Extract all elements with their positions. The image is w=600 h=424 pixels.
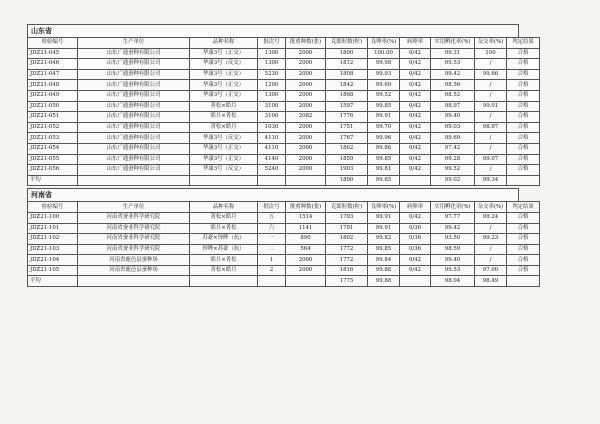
table-cell: JDZ21-052 [28, 122, 78, 133]
table-cell: 99.88 [368, 265, 400, 276]
table-cell: 山东广通蚕种有限公司 [78, 112, 190, 123]
table-cell: 99.42 [431, 223, 475, 234]
table-cell: 1842 [326, 80, 368, 91]
table-cell: 1776 [326, 112, 368, 123]
table-cell: 99.28 [431, 154, 475, 165]
header-cell: 品种名称 [190, 202, 258, 213]
table-cell: 河南省蚕业科学研究院 [78, 234, 190, 245]
average-cell: 98.04 [431, 276, 475, 287]
table-row [28, 48, 540, 59]
table-cell: 98.97 [475, 122, 507, 133]
header-cell: 批次号 [258, 38, 286, 49]
table-cell: 99.69 [368, 80, 400, 91]
table-cell: 河南省鹿邑县蚕种场 [78, 265, 190, 276]
table-cell: 河南省蚕业科学研究院 [78, 223, 190, 234]
table-cell: 0/42 [400, 165, 431, 176]
table-cell: 华康3号（正交） [190, 48, 258, 59]
table-cell: JDZ21-055 [28, 154, 78, 165]
table-cell: 1514 [286, 212, 326, 223]
average-row [28, 276, 540, 287]
table-cell: 合格 [507, 212, 540, 223]
table-cell: 1300 [258, 48, 286, 59]
table-cell: / [475, 244, 507, 255]
table-row [28, 133, 540, 144]
table-cell: 华康3号（正交） [190, 143, 258, 154]
table-cell: JDZ21-049 [28, 90, 78, 101]
table-cell: 1767 [326, 133, 368, 144]
header-cell: 批重种数(张) [286, 202, 326, 213]
average-cell [78, 276, 190, 287]
table-cell: / [475, 133, 507, 144]
average-cell [507, 175, 540, 186]
table-cell: 合格 [507, 112, 540, 123]
table-row [28, 69, 540, 80]
table-cell: / [475, 255, 507, 266]
table-row [28, 154, 540, 165]
average-cell [78, 175, 190, 186]
table-cell: 华康3号（正交） [190, 80, 258, 91]
table-cell: 华康3号（正交） [190, 69, 258, 80]
table-cell: 山东广通蚕种有限公司 [78, 143, 190, 154]
table-cell: 合格 [507, 80, 540, 91]
table-cell: 五 [258, 212, 286, 223]
header-cell: 克郎粒数(粒) [326, 202, 368, 213]
table-cell: JDZ21-045 [28, 48, 78, 59]
table-cell: 98.59 [431, 244, 475, 255]
table-cell: 2000 [286, 59, 326, 70]
header-cell: 杂交率(%) [475, 202, 507, 213]
table-cell: 2000 [286, 154, 326, 165]
table-cell: 2 [258, 265, 286, 276]
table-cell: 0/42 [400, 143, 431, 154]
table-cell: 4110 [258, 133, 286, 144]
average-cell: 98.49 [475, 276, 507, 287]
table-cell: JDZ21-104 [28, 255, 78, 266]
average-cell [258, 276, 286, 287]
table-cell: 皓月×菁松 [190, 223, 258, 234]
table-cell: 1868 [326, 90, 368, 101]
header-cell: 杂交率(%) [475, 38, 507, 49]
table-row [28, 234, 540, 245]
table-cell: 合格 [507, 234, 540, 245]
header-cell: 病卵率 [400, 38, 431, 49]
table-cell: 山东广通蚕种有限公司 [78, 59, 190, 70]
table-cell: 皓月×菁松 [190, 112, 258, 123]
table-cell: 菁松×皓月 [190, 122, 258, 133]
table-cell: 890 [286, 234, 326, 245]
average-cell: 1775 [326, 276, 368, 287]
table-cell: 合格 [507, 244, 540, 255]
table-cell: 3100 [258, 112, 286, 123]
header-cell: 克郎粒数(粒) [326, 38, 368, 49]
table-cell: 99.70 [368, 122, 400, 133]
table-cell: 0/42 [400, 48, 431, 59]
average-cell: 99.02 [431, 175, 475, 186]
header-cell: 病卵率 [400, 202, 431, 213]
table-cell: 99.82 [368, 234, 400, 245]
table-row [28, 165, 540, 176]
table-cell: 99.03 [431, 122, 475, 133]
table-cell: 合格 [507, 223, 540, 234]
table-cell: 99.53 [431, 59, 475, 70]
header-cell: 判定结果 [507, 202, 540, 213]
header-cell: 生产单位 [78, 38, 190, 49]
table-cell: 2000 [286, 165, 326, 176]
header-cell: 品种名称 [190, 38, 258, 49]
header-cell: 良卵率(%) [368, 38, 400, 49]
table-cell: 99.40 [431, 255, 475, 266]
average-label: 平均 [28, 175, 78, 186]
shandong-table [27, 37, 540, 186]
table-cell: JDZ21-100 [28, 212, 78, 223]
table-row [28, 212, 540, 223]
table-cell: 河南省蚕业科学研究院 [78, 244, 190, 255]
table-cell: JDZ21-103 [28, 244, 78, 255]
table-cell: 0/42 [400, 59, 431, 70]
table-cell: JDZ21-046 [28, 59, 78, 70]
table-cell: 二 [258, 244, 286, 255]
table-cell: 一 [258, 234, 286, 245]
table-cell: 99.40 [431, 112, 475, 123]
table-cell: 合格 [507, 255, 540, 266]
table-cell: 1141 [286, 223, 326, 234]
table-cell: JDZ21-053 [28, 133, 78, 144]
table-row [28, 90, 540, 101]
table-cell: 98.56 [431, 80, 475, 91]
table-header-row [28, 202, 540, 213]
table-cell: 0/42 [400, 154, 431, 165]
header-cell: 生产单位 [78, 202, 190, 213]
table-row [28, 255, 540, 266]
table-cell: 菁松×皓月 [190, 265, 258, 276]
table-cell: 99.01 [475, 101, 507, 112]
header-cell: 判定结果 [507, 38, 540, 49]
table-cell: JDZ21-048 [28, 80, 78, 91]
table-cell: 合格 [507, 48, 540, 59]
table-cell: 99.98 [368, 59, 400, 70]
table-cell: 99.23 [475, 234, 507, 245]
table-cell: 98.52 [431, 90, 475, 101]
table-cell: JDZ21-050 [28, 101, 78, 112]
table-cell: 99.53 [431, 265, 475, 276]
table-cell: 河南省鹿邑县蚕种场 [78, 255, 190, 266]
table-cell: 1030 [258, 122, 286, 133]
table-cell: 0/42 [400, 112, 431, 123]
table-cell: 0/42 [400, 255, 431, 266]
table-row [28, 59, 540, 70]
table-cell: 菁松×皓月 [190, 101, 258, 112]
table-cell: JDZ21-051 [28, 112, 78, 123]
table-cell: 99.86 [368, 143, 400, 154]
table-cell: 1772 [326, 255, 368, 266]
table-cell: 4140 [258, 154, 286, 165]
average-cell [190, 175, 258, 186]
average-cell [507, 276, 540, 287]
average-label: 平均 [28, 276, 78, 287]
table-row [28, 122, 540, 133]
table-cell: / [475, 112, 507, 123]
table-cell: 99.07 [475, 154, 507, 165]
average-cell: 99.88 [368, 276, 400, 287]
average-cell [190, 276, 258, 287]
table-row [28, 223, 540, 234]
average-row [28, 175, 540, 186]
table-cell: / [475, 80, 507, 91]
table-cell: 99.52 [368, 90, 400, 101]
table-cell: 华康3号（正交） [190, 154, 258, 165]
table-cell: 山东广通蚕种有限公司 [78, 90, 190, 101]
table-cell: 山东广通蚕种有限公司 [78, 48, 190, 59]
table-cell: JDZ21-054 [28, 143, 78, 154]
table-cell: 1816 [326, 265, 368, 276]
table-cell: 99.42 [431, 69, 475, 80]
average-cell [400, 276, 431, 287]
table-cell: 99.93 [368, 69, 400, 80]
table-cell: 2000 [286, 122, 326, 133]
table-cell: 1791 [326, 223, 368, 234]
table-row [28, 112, 540, 123]
table-cell: 山东广通蚕种有限公司 [78, 165, 190, 176]
section-title-henan: 河南省 [27, 188, 519, 201]
table-cell: 合格 [507, 59, 540, 70]
table-cell: 1862 [326, 143, 368, 154]
header-cell: 实用孵化率(%) [431, 202, 475, 213]
table-cell: 100 [475, 48, 507, 59]
table-cell: 99.24 [475, 212, 507, 223]
table-cell: 2000 [286, 143, 326, 154]
table-cell: 1200 [258, 80, 286, 91]
table-row [28, 244, 540, 255]
table-cell: 1597 [326, 101, 368, 112]
table-cell: 苏豪×钟晔（抗） [190, 234, 258, 245]
table-cell: 99.85 [368, 101, 400, 112]
table-cell: 99.81 [368, 165, 400, 176]
table-cell: 山东广通蚕种有限公司 [78, 80, 190, 91]
table-cell: 93.50 [431, 234, 475, 245]
table-cell: 99.85 [368, 154, 400, 165]
table-cell: JDZ21-101 [28, 223, 78, 234]
table-cell: 99.91 [368, 223, 400, 234]
table-cell: 1903 [326, 165, 368, 176]
table-cell: 99.69 [431, 133, 475, 144]
table-cell: 合格 [507, 133, 540, 144]
table-cell: / [475, 165, 507, 176]
table-cell: 1812 [326, 59, 368, 70]
table-cell: 1300 [258, 59, 286, 70]
table-cell: 华康3号（反交） [190, 133, 258, 144]
table-cell: 1751 [326, 122, 368, 133]
average-cell: 1800 [326, 175, 368, 186]
table-row [28, 143, 540, 154]
table-cell: 华康3号（正交） [190, 90, 258, 101]
average-cell [286, 175, 326, 186]
average-cell [258, 175, 286, 186]
average-cell [400, 175, 431, 186]
table-cell: 2000 [286, 69, 326, 80]
table-cell: 99.84 [368, 255, 400, 266]
table-cell: 3100 [258, 101, 286, 112]
table-cell: 100.00 [368, 48, 400, 59]
table-cell: 97.77 [431, 212, 475, 223]
table-cell: 97.00 [475, 265, 507, 276]
table-cell: 合格 [507, 101, 540, 112]
table-row [28, 80, 540, 91]
table-cell: 华康3号（反交） [190, 165, 258, 176]
header-cell: 良卵率(%) [368, 202, 400, 213]
average-cell: 99.34 [475, 175, 507, 186]
table-cell: 0/42 [400, 212, 431, 223]
table-cell: 98.97 [431, 101, 475, 112]
table-cell: 4110 [258, 143, 286, 154]
table-cell: 山东广通蚕种有限公司 [78, 101, 190, 112]
table-cell: 山东广通蚕种有限公司 [78, 154, 190, 165]
table-cell: 合格 [507, 90, 540, 101]
table-cell: 1859 [326, 154, 368, 165]
header-cell: 批重种数(张) [286, 38, 326, 49]
table-cell: 0/36 [400, 234, 431, 245]
table-cell: 0/42 [400, 90, 431, 101]
table-cell: 2000 [286, 90, 326, 101]
header-cell: 实用孵化率(%) [431, 38, 475, 49]
header-cell: 检验编号 [28, 202, 78, 213]
table-cell: 0/42 [400, 133, 431, 144]
table-cell: 2000 [286, 265, 326, 276]
section-title-shandong: 山东省 [27, 24, 519, 37]
table-cell: 合格 [507, 265, 540, 276]
table-cell: 0/42 [400, 80, 431, 91]
table-cell: 合格 [507, 165, 540, 176]
table-cell: 97.42 [431, 143, 475, 154]
henan-table [27, 201, 540, 287]
average-cell: 99.85 [368, 175, 400, 186]
table-cell: 河南省蚕业科学研究院 [78, 212, 190, 223]
table-cell: JDZ21-105 [28, 265, 78, 276]
table-cell: 华康3号（反交） [190, 59, 258, 70]
table-cell: 山东广通蚕种有限公司 [78, 69, 190, 80]
table-cell: 菁松×皓月 [190, 212, 258, 223]
table-cell: 99.31 [431, 48, 475, 59]
table-cell: 皓月×菁松 [190, 255, 258, 266]
table-cell: 2000 [286, 48, 326, 59]
table-cell: 2000 [286, 255, 326, 266]
table-cell: 99.91 [368, 112, 400, 123]
table-header-row [28, 38, 540, 49]
table-cell: 99.96 [368, 133, 400, 144]
table-cell: 山东广通蚕种有限公司 [78, 122, 190, 133]
table-cell: JDZ21-047 [28, 69, 78, 80]
table-cell: 1808 [326, 69, 368, 80]
table-cell: JDZ21-102 [28, 234, 78, 245]
table-row [28, 265, 540, 276]
header-cell: 检验编号 [28, 38, 78, 49]
table-cell: / [475, 59, 507, 70]
table-cell: 六 [258, 223, 286, 234]
table-cell: 合格 [507, 122, 540, 133]
table-cell: 99.85 [368, 244, 400, 255]
table-cell: 1772 [326, 244, 368, 255]
table-cell: 564 [286, 244, 326, 255]
table-cell: 山东广通蚕种有限公司 [78, 133, 190, 144]
table-cell: 0/42 [400, 69, 431, 80]
table-cell: 2082 [286, 112, 326, 123]
table-cell: 2000 [286, 101, 326, 112]
table-cell: 合格 [507, 143, 540, 154]
table-cell: JDZ21-056 [28, 165, 78, 176]
table-cell: / [475, 143, 507, 154]
table-cell: 0/42 [400, 265, 431, 276]
table-cell: 5240 [258, 165, 286, 176]
table-cell: 1802 [326, 234, 368, 245]
table-cell: 钟晔×苏豪（抗） [190, 244, 258, 255]
document-sheet [27, 24, 534, 287]
table-cell: 99.66 [475, 69, 507, 80]
table-cell: 合格 [507, 69, 540, 80]
table-cell: 0/42 [400, 122, 431, 133]
table-cell: 2000 [286, 80, 326, 91]
table-cell: 1 [258, 255, 286, 266]
table-cell: 5230 [258, 69, 286, 80]
table-row [28, 101, 540, 112]
average-cell [286, 276, 326, 287]
table-cell: 99.91 [368, 212, 400, 223]
table-cell: 1800 [326, 48, 368, 59]
table-cell: 2000 [286, 133, 326, 144]
table-cell: 0/36 [400, 244, 431, 255]
table-cell: / [475, 90, 507, 101]
table-cell: / [475, 223, 507, 234]
table-cell: 0/42 [400, 101, 431, 112]
header-cell: 批次号 [258, 202, 286, 213]
table-cell: 99.52 [431, 165, 475, 176]
table-cell: 1793 [326, 212, 368, 223]
table-cell: 1300 [258, 90, 286, 101]
table-cell: 0/36 [400, 223, 431, 234]
table-cell: 合格 [507, 154, 540, 165]
